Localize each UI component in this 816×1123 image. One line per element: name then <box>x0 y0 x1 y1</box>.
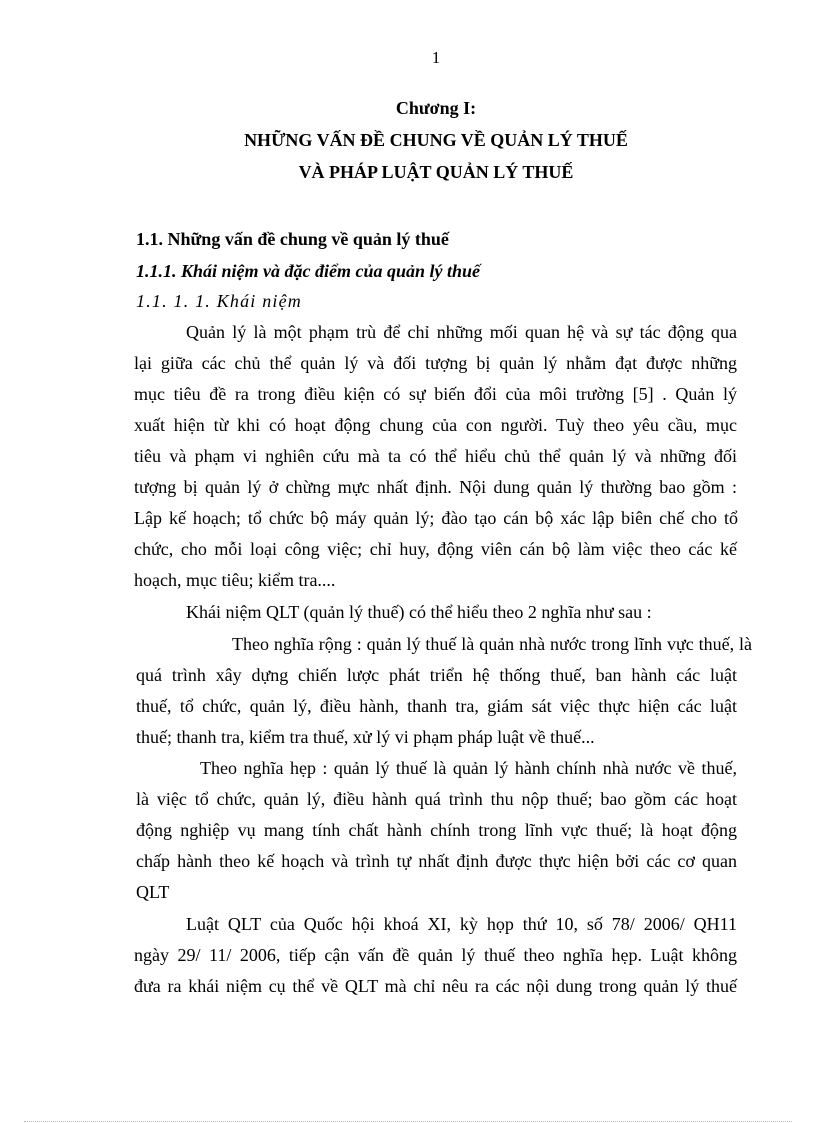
body-line: QLT <box>136 882 170 902</box>
body-line: Theo nghĩa hẹp : quản lý thuế là quản lý hành chính nhà nước về thuế, <box>200 758 737 778</box>
body-line: Theo nghĩa rộng : quản lý thuế là quản nhà nước trong lĩnh vực thuế, là <box>232 634 752 654</box>
body-line: động nghiệp vụ mang tính chất hành chính trong lĩnh vực thuế; là hoạt động <box>136 820 737 840</box>
body-line: chức, cho mỗi loại công việc; chỉ huy, động viên cán bộ làm việc theo các kế <box>134 539 737 559</box>
body-line: tượng bị quản lý ở chừng mực nhất định. Nội dung quản lý thường bao gồm : <box>134 477 737 497</box>
body-line: Khái niệm QLT (quản lý thuế) có thể hiểu theo 2 nghĩa như sau : <box>186 602 652 622</box>
page-number: 1 <box>431 48 441 67</box>
body-line: hoạch, mục tiêu; kiểm tra.... <box>134 570 336 590</box>
body-line: Luật QLT của Quốc hội khoá XI, kỳ họp thứ 10, số 78/ 2006/ QH11 <box>186 914 737 934</box>
chapter-title-line-2: VÀ PHÁP LUẬT QUẢN LÝ THUẾ <box>298 162 574 182</box>
body-line: đưa ra khái niệm cụ thể về QLT mà chỉ nêu ra các nội dung trong quản lý thuế <box>134 976 737 996</box>
section-heading: 1.1. Những vấn đề chung về quản lý thuế <box>136 229 449 249</box>
body-line: Quản lý là một phạm trù để chỉ những mối quan hệ và sự tác động qua <box>186 322 737 342</box>
body-line: thuế, tổ chức, quản lý, điều hành, thanh tra, giám sát việc thực hiện các luật <box>136 696 737 716</box>
body-line: ngày 29/ 11/ 2006, tiếp cận vấn đề quản lý thuế theo nghĩa hẹp. Luật không <box>134 945 737 965</box>
body-line: là việc tổ chức, quản lý, điều hành quá trình thu nộp thuế; bao gồm các hoạt <box>136 789 737 809</box>
chapter-label: Chương I: <box>395 98 477 118</box>
body-line: thuế; thanh tra, kiểm tra thuế, xử lý vi phạm pháp luật về thuế... <box>136 727 595 747</box>
body-line: chấp hành theo kế hoạch và trình tự nhất định được thực hiện bởi các cơ quan <box>136 851 737 871</box>
subsubsection-heading: 1.1. 1. 1. Khái niệm <box>136 291 302 311</box>
chapter-title-line-1: NHỮNG VẤN ĐỀ CHUNG VỀ QUẢN LÝ THUẾ <box>244 130 628 150</box>
body-line: lại giữa các chủ thể quản lý và đối tượng bị quản lý nhằm đạt được những <box>134 353 737 373</box>
body-line: quá trình xây dựng chiến lược phát triển hệ thống thuế, ban hành các luật <box>136 665 737 685</box>
body-line: xuất hiện từ khi có hoạt động chung của con người. Tuỳ theo yêu cầu, mục <box>134 415 737 435</box>
page-bottom-divider <box>24 1121 792 1122</box>
body-line: mục tiêu đề ra trong điều kiện có sự biến đổi của môi trường [5] . Quản lý <box>134 384 737 404</box>
body-line: tiêu và phạm vi nghiên cứu mà ta có thể hiểu chủ thể quản lý và những đối <box>134 446 737 466</box>
subsection-heading: 1.1.1. Khái niệm và đặc điểm của quản lý thuế <box>136 261 481 281</box>
body-line: Lập kế hoạch; tổ chức bộ máy quản lý; đào tạo cán bộ xác lập biên chế cho tổ <box>134 508 738 528</box>
